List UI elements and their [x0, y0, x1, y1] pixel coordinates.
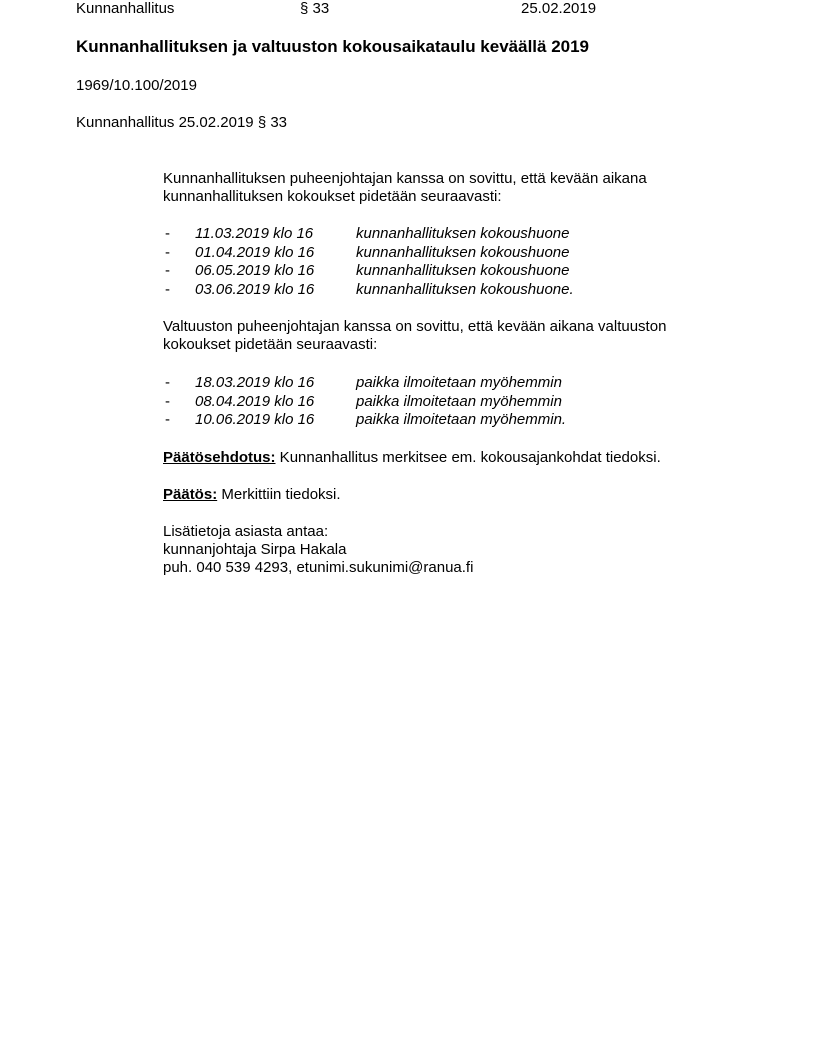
council-intro-line: Valtuuston puheenjohtajan kanssa on sovittu, että kevään aikana valtuuston [163, 318, 667, 335]
meeting-date: 06.05.2019 klo 16 [195, 262, 315, 279]
meeting-date: 08.04.2019 klo 16 [195, 392, 315, 410]
decision [163, 486, 723, 504]
meeting-place: kunnanhallituksen kokoushuone [356, 243, 570, 261]
board-intro-paragraph [163, 170, 723, 206]
meeting-place: kunnanhallituksen kokoushuone. [356, 280, 574, 298]
meeting-date: 11.03.2019 klo 16 [195, 225, 314, 242]
council-intro-paragraph [163, 318, 723, 354]
list-dash: - [165, 262, 170, 279]
meeting-place: paikka ilmoitetaan myöhemmin [356, 392, 562, 410]
list-item [163, 281, 723, 300]
list-dash: - [165, 374, 170, 391]
board-meetings-list [163, 225, 723, 299]
list-dash: - [165, 225, 170, 242]
list-item [163, 411, 723, 430]
list-dash: - [165, 411, 170, 428]
list-item [163, 374, 723, 393]
decision-text: Merkittiin tiedoksi. [217, 486, 341, 503]
list-dash: - [165, 243, 170, 261]
meeting-place: paikka ilmoitetaan myöhemmin [356, 374, 562, 391]
header-body-name: Kunnanhallitus [76, 0, 175, 17]
meeting-reference: Kunnanhallitus 25.02.2019 § 33 [76, 114, 288, 131]
meeting-place: kunnanhallituksen kokoushuone [356, 225, 570, 242]
contact-details: puh. 040 539 4293, etunimi.sukunimi@ranua.fi [163, 559, 474, 576]
list-item [163, 244, 723, 263]
record-id: 1969/10.100/2019 [76, 77, 197, 94]
proposal-label: Päätösehdotus: [163, 449, 276, 466]
council-meetings-list [163, 374, 723, 430]
decision-label: Päätös: [163, 486, 218, 503]
meeting-date: 03.06.2019 klo 16 [195, 280, 315, 298]
list-item [163, 225, 723, 244]
meeting-place: kunnanhallituksen kokoushuone [356, 262, 570, 279]
proposal-text: Kunnanhallitus merkitsee em. kokousajankohdat tiedoksi. [275, 449, 661, 466]
list-item [163, 393, 723, 412]
meeting-date: 01.04.2019 klo 16 [195, 243, 315, 261]
list-dash: - [165, 280, 170, 298]
council-intro-line: kokoukset pidetään seuraavasti: [163, 336, 378, 353]
header-section-number: § 33 [300, 0, 330, 17]
board-intro-line: Kunnanhallituksen puheenjohtajan kanssa on sovittu, että kevään aikana [163, 170, 647, 187]
document-title: Kunnanhallituksen ja valtuuston kokousaikataulu keväällä 2019 [76, 37, 590, 56]
board-intro-line: kunnanhallituksen kokoukset pidetään seuraavasti: [163, 188, 502, 205]
header-date: 25.02.2019 [521, 0, 597, 17]
meeting-date: 10.06.2019 klo 16 [195, 411, 315, 428]
list-dash: - [165, 392, 170, 410]
page-header [0, 0, 816, 18]
meeting-date: 18.03.2019 klo 16 [195, 374, 315, 391]
meeting-place: paikka ilmoitetaan myöhemmin. [356, 411, 567, 428]
list-item [163, 262, 723, 281]
decision-proposal [163, 449, 723, 467]
contact-person: kunnanjohtaja Sirpa Hakala [163, 541, 347, 558]
contact-intro: Lisätietoja asiasta antaa: [163, 523, 329, 540]
contact-info [163, 523, 723, 577]
